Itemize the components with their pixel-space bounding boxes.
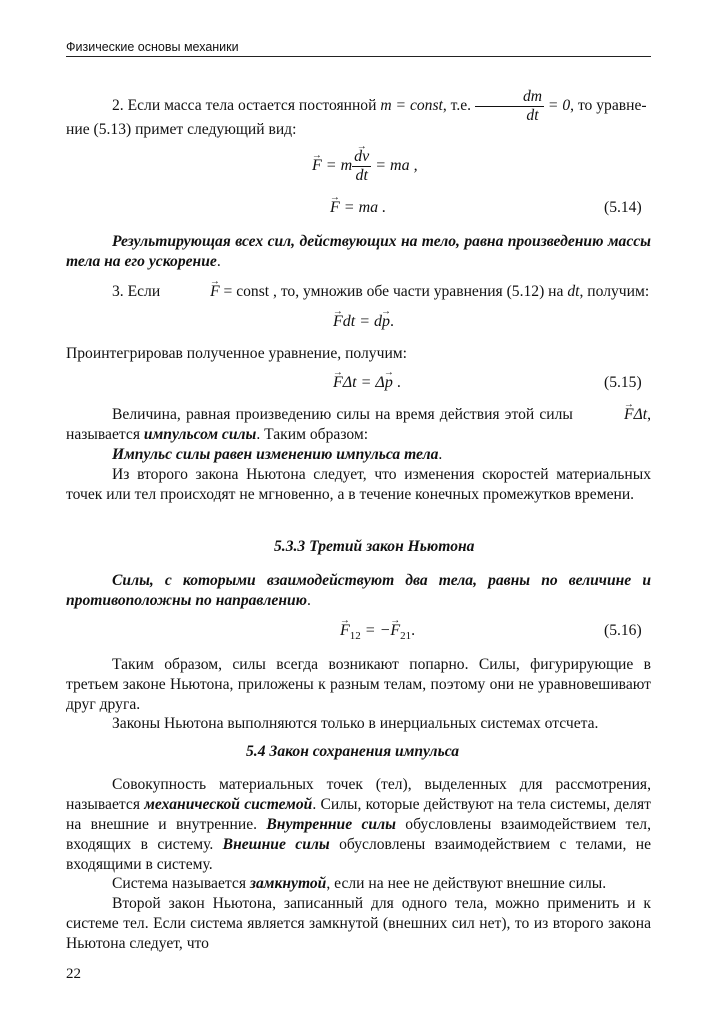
statement-impulse: Импульс силы равен изменению импульса тела.: [112, 446, 443, 463]
paragraph-finite-time: Из второго закона Ньютона следует, что изменения скоростей материальных точек или тел происходят не мгновенно, а в течение конечных промежутков времени.: [66, 466, 651, 503]
section-heading-third-law: 5.3.3 Третий закон Ньютона: [274, 538, 475, 555]
equation-5-16: → $F_{12}$ = −→ $F_{21}$.: [340, 621, 415, 646]
equation-5-14: → F = ma .: [330, 198, 386, 218]
running-header: Физические основы механики: [66, 40, 651, 57]
term-external-forces: Внешние силы: [222, 836, 330, 853]
equation-number-5-15: (5.15): [604, 374, 642, 391]
equation-number-5-16: (5.16): [604, 622, 642, 639]
page-number: 22: [66, 966, 81, 982]
paragraph-integrate: Проинтегрировав полученное уравнение, получим:: [66, 345, 407, 362]
equation-number-5-14: (5.14): [604, 199, 642, 216]
paragraph-second-law-system: Второй закон Ньютона, записанный для одного тела, можно применить и к системе тел. Если система является замкнутой (внешних сил нет), то из второго закона Ньютона следует, что: [66, 895, 651, 952]
term-internal-forces: Внутренние силы: [266, 816, 396, 833]
term-impulse-of-force: импульсом силы: [143, 426, 257, 443]
paragraph-mass-constant: 2. Если масса тела остается постоянной m = const, т.е. $\frac{dm}{dt}$ = 0, то уравне-: [112, 88, 647, 124]
paragraph-closed-system: Система называется замкнутой, если на нее не действуют внешние силы.: [112, 875, 607, 892]
fraction-dm-dt: $\frac{dm}{dt}$: [475, 88, 544, 125]
paragraph-mechanical-system: Совокупность материальных точек (тел), выделенных для рассмотрения, называется механической системой. Силы, которые действуют на тела системы, делят на внешние и внутренние. Внутренние силы обусловлены взаимодействием тел, входящих в систему. Внешние силы обусловлены взаимодействием с телами, не входящими в систему.: [66, 776, 652, 873]
term-mechanical-system: механической системой: [144, 796, 313, 813]
equation-force-impulse-differential: → Fdt = d→ p.: [333, 312, 394, 332]
section-heading-momentum-conservation: 5.4 Закон сохранения импульса: [246, 743, 460, 760]
paragraph-forces-in-pairs: Таким образом, силы всегда возникают попарно. Силы, фигурирующие в третьем законе Ньютона, приложены к разным телам, поэтому они не уравновешивают друг друга.: [66, 656, 651, 713]
paragraph-force-constant: 3. Если → F = const , то, умножив обе части уравнения (5.12) на dt, получим:: [66, 282, 651, 302]
equation-5-15: → FΔt = Δ→ p .: [333, 373, 401, 393]
inline-formula-m-const: m = const: [380, 97, 443, 115]
statement-third-law: Силы, с которыми взаимодействуют два тела, равны по величине и противоположны по направлению.: [66, 572, 651, 609]
term-closed: замкнутой: [249, 875, 327, 892]
paragraph-impulse-definition: Величина, равная произведению силы на время действия этой силы → FΔt, называется импульсом силы. Таким образом:: [66, 405, 651, 445]
paragraph-mass-constant-cont: ние (5.13) примет следующий вид:: [66, 121, 297, 138]
equation-newton-derivative: → F = m → $\frac{dv}{dt}$ = ma ,: [312, 148, 418, 185]
paragraph-inertial-frames: Законы Ньютона выполняются только в инерциальных системах отсчета.: [112, 715, 599, 732]
statement-second-law: Результирующая всех сил, действующих на тело, равна произведению массы тела на его ускорение.: [66, 233, 651, 270]
